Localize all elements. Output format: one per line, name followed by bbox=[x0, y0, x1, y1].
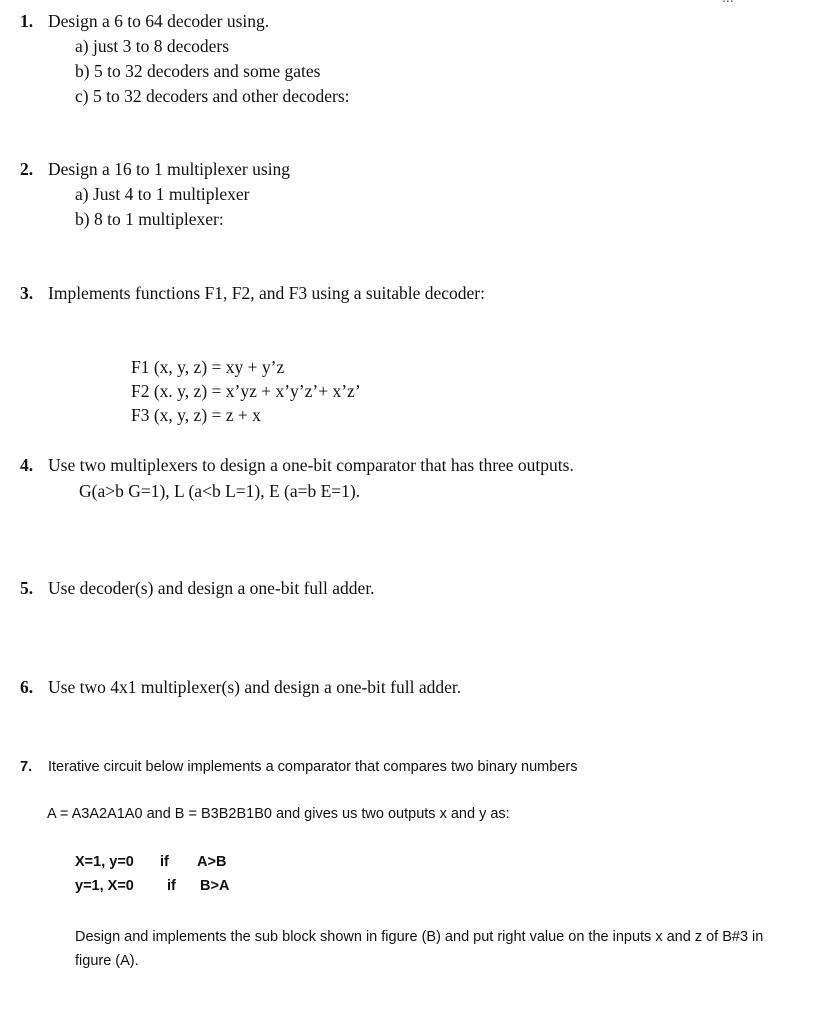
question-6-text: Use two 4x1 multiplexer(s) and design a one-bit full adder. bbox=[48, 677, 462, 697]
function-f1: F1 (x, y, z) = xy + y’z bbox=[131, 357, 285, 377]
question-5-text: Use decoder(s) and design a one-bit full adder. bbox=[48, 578, 375, 598]
function-f3: F3 (x, y, z) = z + x bbox=[131, 405, 261, 425]
question-5 bbox=[20, 578, 375, 599]
question-4-text: Use two multiplexers to design a one-bit comparator that has three outputs. bbox=[48, 455, 574, 475]
question-2-text: Design a 16 to 1 multiplexer using bbox=[48, 159, 291, 179]
question-3-text: Implements functions F1, F2, and F3 using a suitable decoder: bbox=[48, 283, 485, 303]
question-3 bbox=[20, 283, 485, 304]
question-7-text: Iterative circuit below implements a comparator that compares two binary numbers bbox=[48, 759, 578, 775]
question-7-operands: A = A3A2A1A0 and B = B3B2B1B0 and gives us two outputs x and y as: bbox=[47, 806, 510, 822]
condition-2-if: if bbox=[167, 878, 176, 894]
question-2 bbox=[20, 159, 290, 180]
question-1-part-c: c) 5 to 32 decoders and other decoders: bbox=[75, 86, 350, 106]
condition-2-cond: B>A bbox=[200, 878, 230, 894]
header-fragment bbox=[722, 0, 792, 4]
question-3-number: 3. bbox=[20, 283, 34, 303]
question-2-part-b: b) 8 to 1 multiplexer: bbox=[75, 209, 224, 229]
question-4-detail: G(a>b G=1), L (a<b L=1), E (a=b E=1). bbox=[79, 481, 361, 501]
question-1-part-a: a) just 3 to 8 decoders bbox=[75, 36, 230, 56]
question-1-text: Design a 6 to 64 decoder using. bbox=[48, 11, 270, 31]
question-1 bbox=[20, 11, 269, 32]
question-7-instruction: Design and implements the sub block shown in figure (B) and put right value on the inputs x and z of B#3 in figure (A). bbox=[75, 929, 764, 969]
question-4 bbox=[20, 455, 574, 476]
question-6 bbox=[20, 677, 461, 698]
condition-1-if: if bbox=[160, 854, 169, 870]
condition-2-outputs: y=1, X=0 bbox=[75, 878, 134, 894]
question-1-part-b: b) 5 to 32 decoders and some gates bbox=[75, 61, 321, 81]
question-2-part-a: a) Just 4 to 1 multiplexer bbox=[75, 184, 250, 204]
question-2-number: 2. bbox=[20, 159, 34, 179]
condition-1-outputs: X=1, y=0 bbox=[75, 854, 134, 870]
question-4-number: 4. bbox=[20, 455, 34, 475]
condition-1-cond: A>B bbox=[197, 854, 227, 870]
function-f2: F2 (x. y, z) = x’yz + x’y’z’+ x’z’ bbox=[131, 381, 361, 401]
question-5-number: 5. bbox=[20, 578, 34, 598]
question-7-number: 7. bbox=[20, 759, 33, 775]
question-7 bbox=[20, 759, 577, 775]
question-6-number: 6. bbox=[20, 677, 34, 697]
question-1-number: 1. bbox=[20, 11, 34, 31]
